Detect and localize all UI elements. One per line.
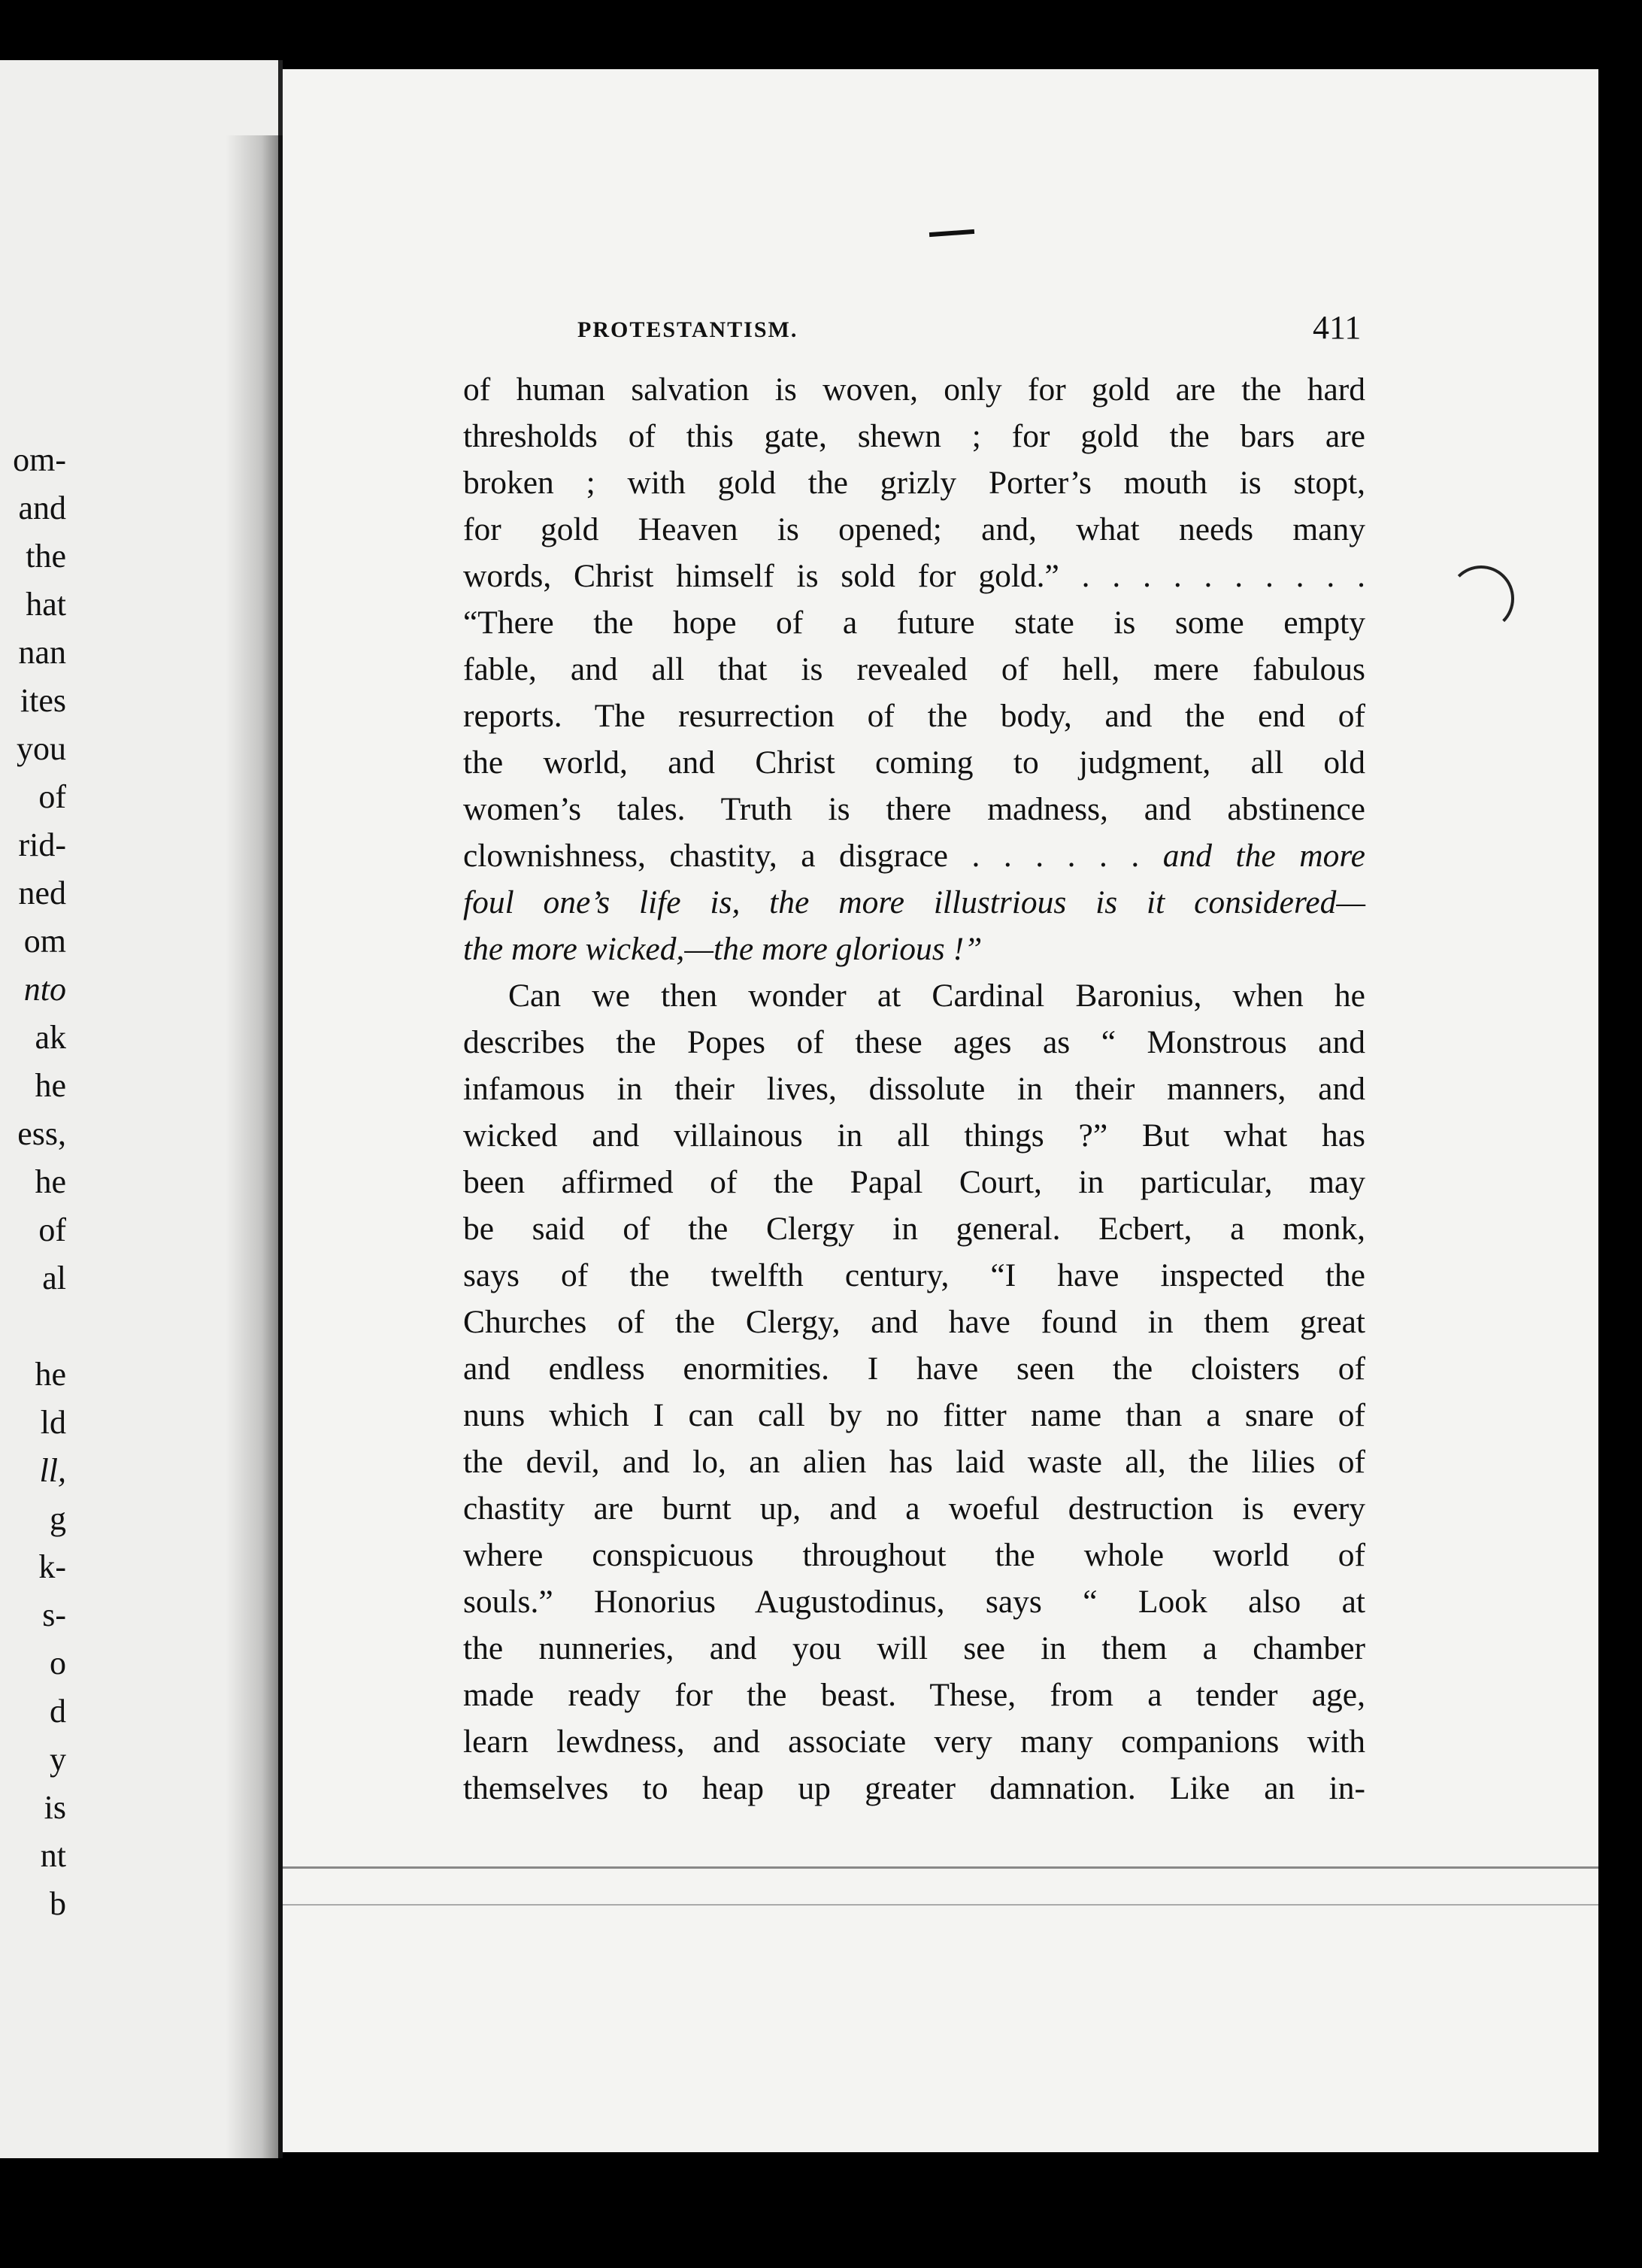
fragment-line: rid- (18, 826, 66, 863)
ink-curve-mark (1448, 565, 1514, 632)
text-line: “There the hope of a future state is some empty (463, 605, 1365, 641)
text-line: says of the twelfth century, “I have inspected the (463, 1257, 1365, 1293)
fragment-line: k- (38, 1548, 66, 1585)
text-line: be said of the Clergy in general. Ecbert, a monk, (463, 1211, 1365, 1247)
roman-span: clownishness, chastity, a disgrace . . . . . . (463, 838, 1163, 874)
fragment-line: ak (35, 1019, 66, 1056)
fragment-line: om (23, 923, 66, 960)
text-line: Can we then wonder at Cardinal Baronius, when he (508, 978, 1365, 1014)
fragment-line: of (38, 1211, 66, 1248)
text-line: the world, and Christ coming to judgment, all old (463, 744, 1365, 781)
italic-span: and the more (1162, 838, 1365, 874)
fragment-line: al (42, 1260, 66, 1296)
fragment-line: he (35, 1067, 66, 1104)
fragment-line: the (26, 538, 66, 575)
text-line: where conspicuous throughout the whole world of (463, 1537, 1365, 1573)
text-line: words, Christ himself is sold for gold.” . . . . . . . . . . (463, 558, 1365, 594)
ink-smudge (929, 229, 974, 237)
fragment-line: and (18, 490, 66, 526)
scan-edge-line (283, 1904, 1598, 1906)
fragment-line: d (50, 1693, 66, 1730)
fragment-line: g (50, 1500, 66, 1537)
text-line: reports. The resurrection of the body, and the end of (463, 698, 1365, 734)
fragment-line: b (50, 1885, 66, 1922)
text-line: describes the Popes of these ages as “ Monstrous and (463, 1024, 1365, 1060)
fragment-line: om- (13, 441, 66, 478)
scan-edge-line (283, 1866, 1598, 1869)
book-page (283, 69, 1598, 2152)
fragment-line: ld (40, 1404, 66, 1441)
fragment-line (0, 1302, 66, 1351)
text-line: chastity are burnt up, and a woeful destruction is every (463, 1490, 1365, 1527)
italic-span: the more wicked,—the more glorious !” (463, 931, 983, 967)
gutter-shadow (226, 135, 286, 2196)
italic-span: foul one’s life is, the more illustrious is it considered— (463, 884, 1365, 920)
text-line: broken ; with gold the grizly Porter’s mouth is stopt, (463, 465, 1365, 501)
fragment-line: y (50, 1741, 66, 1778)
text-line: the devil, and lo, an alien has laid waste all, the lilies of (463, 1444, 1365, 1480)
fragment-line: ess, (17, 1115, 66, 1152)
text-line: the nunneries, and you will see in them a chamber (463, 1630, 1365, 1666)
fragment-line: o (50, 1645, 66, 1681)
fragment-line: ned (18, 875, 66, 911)
running-head: PROTESTANTISM. (577, 317, 798, 342)
text-line: Churches of the Clergy, and have found in them great (463, 1304, 1365, 1340)
text-line-mixed (463, 832, 1365, 879)
text-line: made ready for the beast. These, from a tender age, (463, 1677, 1365, 1713)
fragment-line: nto (23, 971, 66, 1008)
body-text (463, 366, 1365, 1812)
text-line: fable, and all that is revealed of hell, mere fabulous (463, 651, 1365, 687)
fragment-line: ll, (39, 1452, 66, 1489)
fragment-line: s- (42, 1596, 66, 1633)
text-line: wicked and villainous in all things ?” But what has (463, 1117, 1365, 1154)
text-line: learn lewdness, and associate very many companions with (463, 1724, 1365, 1760)
text-line: infamous in their lives, dissolute in their manners, and (463, 1071, 1365, 1107)
text-line: and endless enormities. I have seen the cloisters of (463, 1351, 1365, 1387)
fragment-line: hat (26, 586, 66, 623)
text-line: thresholds of this gate, shewn ; for gold the bars are (463, 418, 1365, 454)
fragment-line: nt (40, 1837, 66, 1874)
fragment-line: you (17, 730, 66, 767)
text-line-italic (463, 879, 1365, 926)
fragment-line: of (38, 778, 66, 815)
text-line: nuns which I can call by no fitter name than a snare of (463, 1397, 1365, 1433)
text-line: for gold Heaven is opened; and, what needs many (463, 511, 1365, 547)
fragment-line: he (35, 1356, 66, 1393)
facing-page-text-fragments (0, 436, 66, 1928)
text-line: of human salvation is woven, only for gold are the hard (463, 371, 1365, 408)
text-line: themselves to heap up greater damnation. Like an in- (463, 1770, 1365, 1806)
text-line: souls.” Honorius Augustodinus, says “ Look also at (463, 1584, 1365, 1620)
text-line-italic (463, 926, 1365, 972)
fragment-line: ites (20, 682, 66, 719)
fragment-line: he (35, 1163, 66, 1200)
page-number: 411 (1313, 309, 1362, 346)
fragment-line: is (44, 1789, 66, 1826)
text-line: been affirmed of the Papal Court, in particular, may (463, 1164, 1365, 1200)
text-line: women’s tales. Truth is there madness, and abstinence (463, 791, 1365, 827)
facing-page (0, 60, 283, 2158)
fragment-line: nan (18, 634, 66, 671)
